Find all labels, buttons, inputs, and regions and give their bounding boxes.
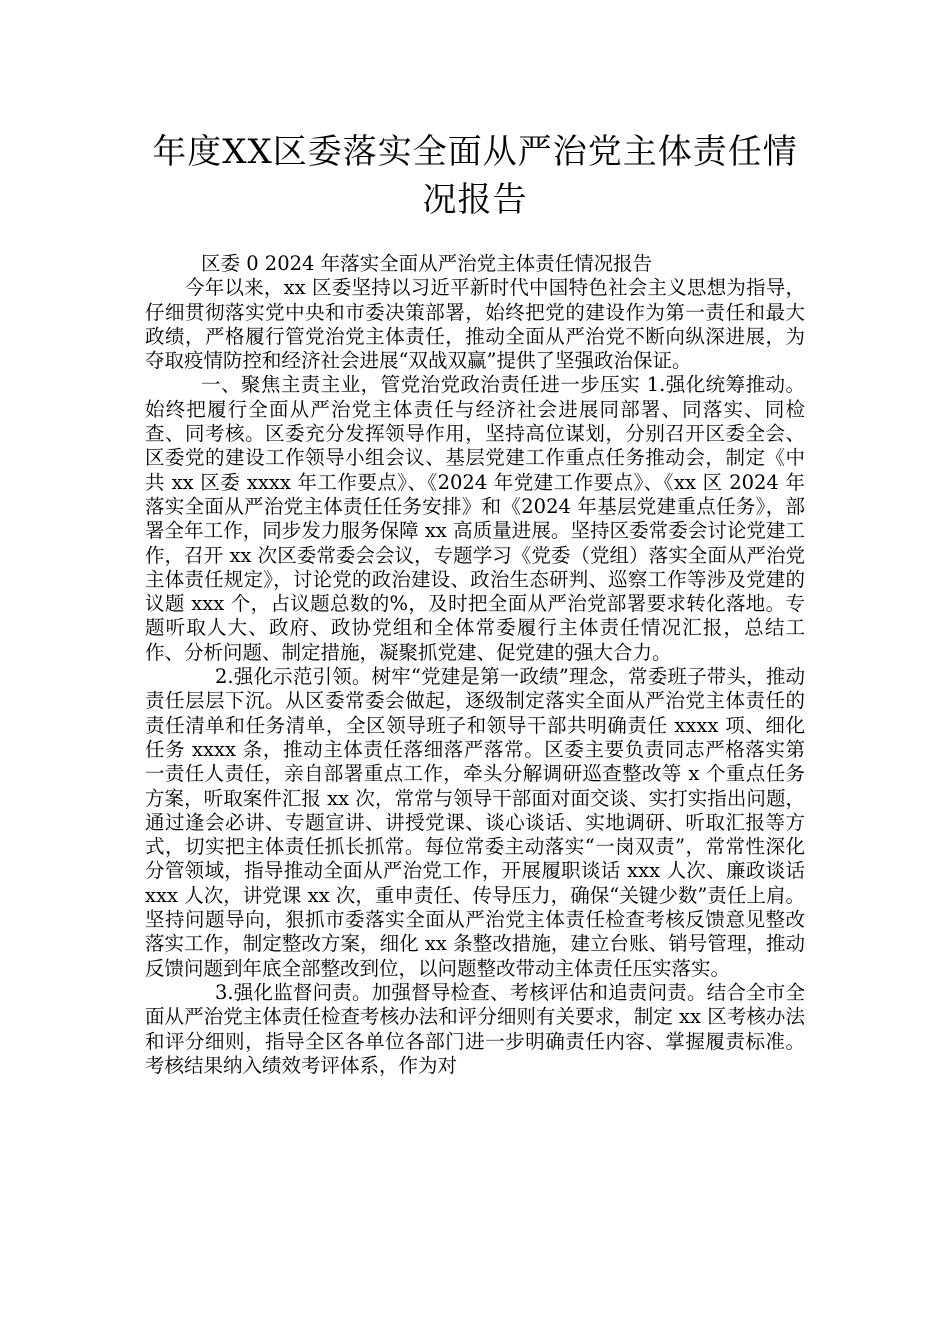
- paragraph-section-one: 一、聚焦主责主业，管党治党政治责任进一步压实 1.强化统筹推动。始终把履行全面从严治党主体责任与经济社会进展同部署、同落实、同检查、同考核。区委充分发挥领导作用，坚持高位谋划，分别召开区委全会、区委党的建设工作领导小组会议、基层党建工作重点任务推动会，制定《中共 xx 区委 xxxx 年工作要点》、《2024 年党建工作要点》、《xx 区 2024 年落实全面从严治党主体责任任务安排》和《2024 年基层党建重点任务》，部署全年工作，同步发力服务保障 xx 高质量进展。坚持区委常委会讨论党建工作，召开 xx 次区委常委会会议，专题学习《党委（党组）落实全面从严治党主体责任规定》，讨论党的政治建设、政治生态研判、巡察工作等涉及党建的议题 xxx 个，占议题总数的%，及时把全面从严治党部署要求转化落地。专题听取人大、政府、政协党组和全体常委履行主体责任情况汇报，总结工作、分析问题、制定措施，凝聚抓党建、促党建的强大合力。: [145, 373, 805, 664]
- paragraph-point-two: 2.强化示范引领。树牢“党建是第一政绩”理念，常委班子带头，推动责任层层下沉。从区委常委会做起，逐级制定落实全面从严治党主体责任的责任清单和任务清单，全区领导班子和领导干部共明确责任 xxxx 项、细化任务 xxxx 条，推动主体责任落细落严落常。区委主要负责同志严格落实第一责任人责任，亲自部署重点工作，牵头分解调研巡查整改等 x 个重点任务方案，听取案件汇报 xx 次，常常与领导干部面对面交谈、实打实指出问题，通过逢会必讲、专题宣讲、讲授党课、谈心谈话、实地调研、听取汇报等方式，切实把主体责任抓长抓常。每位常委主动落实“一岗双责”，常常性深化分管领域，指导推动全面从严治党工作，开展履职谈话 xxx 人次、廉政谈话 xxx 人次，讲党课 xx 次，重申责任、传导压力，确保“关键少数”责任上肩。坚持问题导向，狠抓市委落实全面从严治党主体责任检查考核反馈意见整改落实工作，制定整改方案，细化 xx 条整改措施，建立台账、销号管理，推动反馈问题到年底全部整改到位，以问题整改带动主体责任压实落实。: [145, 665, 805, 980]
- document-subtitle: 区委 0 2024 年落实全面从严治党主体责任情况报告: [201, 252, 653, 275]
- paragraph-point-three: 3.强化监督问责。加强督导检查、考核评估和追责问责。结合全市全面从严治党主体责任检查考核办法和评分细则有关要求，制定 xx 区考核办法和评分细则，指导全区各单位各部门进一步明确责任内容、掌握履责标准。考核结果纳入绩效考评体系，作为对: [145, 980, 805, 1077]
- document-body: [145, 252, 805, 1078]
- document-title: 年度XX区委落实全面从严治党主体责任情况报告: [152, 132, 798, 220]
- paragraph-intro: 今年以来，xx 区委坚持以习近平新时代中国特色社会主义思想为指导，仔细贯彻落实党中央和市委决策部署，始终把党的建设作为第一责任和最大政绩，严格履行管党治党主体责任，推动全面从严治党不断向纵深进展，为夺取疫情防控和经济社会进展“双战双赢”提供了坚强政治保证。: [145, 276, 805, 373]
